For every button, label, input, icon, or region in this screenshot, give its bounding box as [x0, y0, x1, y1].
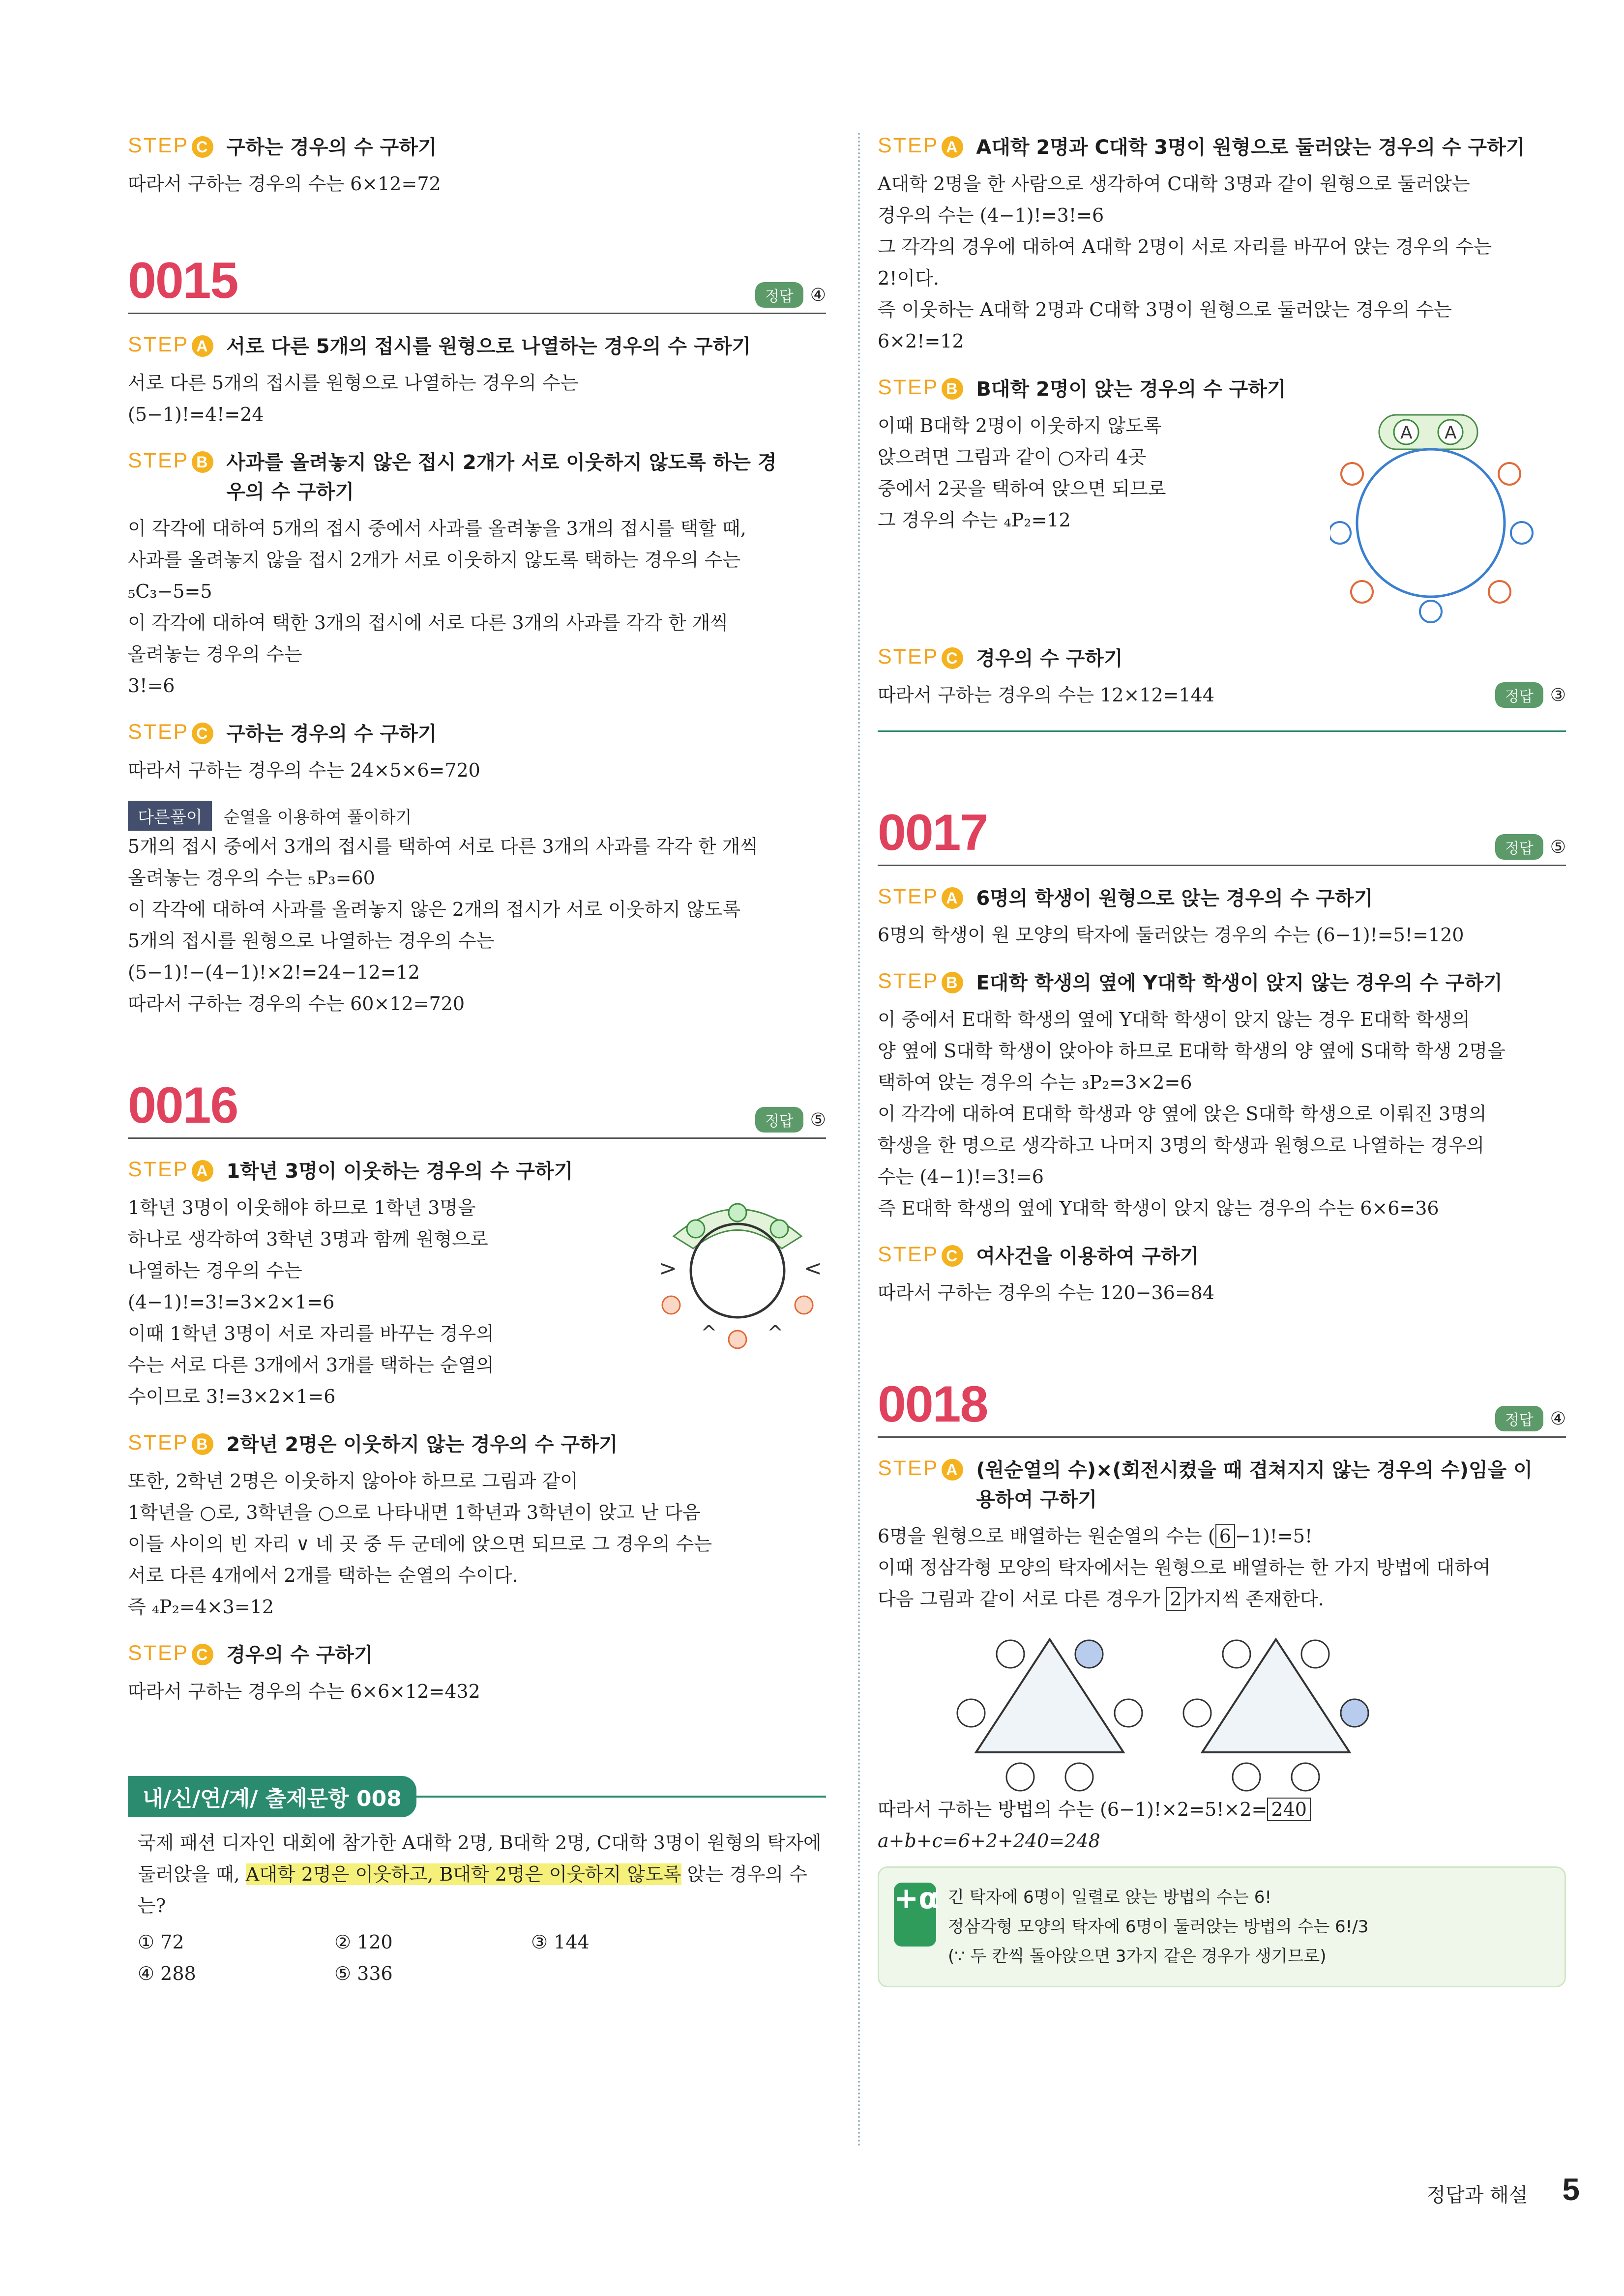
- step-b: STEP B E대학 학생의 옆에 Y대학 학생이 앉지 않는 경우의 수 구하기: [878, 968, 1566, 998]
- step-a-body: [128, 1192, 826, 1412]
- answer: 정답 ③: [1495, 679, 1566, 711]
- step-title: E대학 학생의 옆에 Y대학 학생이 앉지 않는 경우의 수 구하기: [976, 972, 1503, 994]
- text-line: (5−1)!=4!=24: [128, 404, 264, 425]
- tip-box: [878, 1866, 1566, 1987]
- problem-number: 0015: [128, 252, 238, 309]
- text-line: 이 각각에 대하여 사과를 올려놓지 않은 2개의 접시가 서로 이웃하지 않도록: [128, 899, 741, 920]
- step-c-0014: [128, 133, 826, 162]
- step-label: STEP C: [128, 133, 213, 158]
- step-title: 경우의 수 구하기: [226, 1644, 373, 1666]
- text-line: 올려놓는 경우의 수는 ₅P₃=60: [128, 867, 375, 889]
- step-a: STEP A (원순열의 수)×(회전시켰을 때 겹쳐지지 않는 경우의 수)임을 이용하여 구하기: [878, 1455, 1566, 1514]
- svg-text:^: ^: [701, 1322, 717, 1344]
- label-a1: A: [1400, 423, 1413, 443]
- text-line: 3!=6: [128, 675, 175, 697]
- text-line: 그 경우의 수는 ₄P₂=12: [878, 509, 1071, 531]
- related-problem-bar: [128, 1776, 826, 1817]
- answer: 정답 ⑤: [1495, 834, 1566, 860]
- text-line: 수는 (4−1)!=3!=6: [878, 1166, 1044, 1188]
- choice-3[interactable]: ③ 144: [531, 1931, 590, 1953]
- step-title: A대학 2명과 C대학 3명이 원형으로 둘러앉는 경우의 수 구하기: [976, 136, 1525, 159]
- text-line: 6명의 학생이 원 모양의 탁자에 둘러앉는 경우의 수는 (6−1)!=5!=120: [878, 924, 1464, 946]
- step-c: STEP C 구하는 경우의 수 구하기: [128, 719, 826, 749]
- text-line: 경우의 수는 (4−1)!=3!=6: [878, 204, 1104, 226]
- related-problem-title: 내/신/연/계/ 출제문항 008: [128, 1776, 416, 1817]
- step-c-body: [878, 679, 1566, 711]
- related-problem-question: 국제 패션 디자인 대회에 참가한 A대학 2명, B대학 2명, C대학 3명이 원형의 탁자에 둘러앉을 때, A대학 2명은 이웃하고, B대학 2명은 이웃하지 않도록 앉는 경우의 수는?: [138, 1832, 822, 1917]
- text-line: 서로 다른 5개의 접시를 원형으로 나열하는 경우의 수는: [128, 372, 579, 394]
- text-line: 이 각각에 대하여 택한 3개의 접시에 서로 다른 3개의 사과를 각각 한 개씩: [128, 612, 729, 634]
- step-a: STEP A 서로 다른 5개의 접시를 원형으로 나열하는 경우의 수 구하기: [128, 332, 826, 361]
- text-line: (5−1)!−(4−1)!×2!=24−12=12: [128, 961, 420, 983]
- text-line: 즉 E대학 학생의 옆에 Y대학 학생이 앉지 않는 경우의 수는 6×6=36: [878, 1197, 1439, 1219]
- step-a: STEP A 1학년 3명이 이웃하는 경우의 수 구하기: [128, 1157, 826, 1186]
- text-line: 수는 서로 다른 3개에서 3개를 택하는 순열의: [128, 1354, 494, 1376]
- text-line: 이때 1학년 3명이 서로 자리를 바꾸는 경우의: [128, 1323, 494, 1344]
- text-line: 수이므로 3!=3×2×1=6: [128, 1386, 336, 1407]
- text-line: ₅C₃−5=5: [128, 581, 212, 602]
- text-line: 따라서 구하는 방법의 수는 (6−1)!×2=5!×2= 240: [878, 1794, 1566, 1825]
- footer-title: 정답과 해설: [1426, 2184, 1528, 2207]
- choice-1[interactable]: ① 72: [138, 1931, 184, 1953]
- step-b: STEP B 사과를 올려놓지 않은 접시 2개가 서로 이웃하지 않도록 하는 경우의 수 구하기: [128, 448, 826, 507]
- text-line: A대학 2명을 한 사람으로 생각하여 C대학 3명과 같이 원형으로 둘러앉는: [878, 173, 1470, 195]
- problem-header-0015: [128, 254, 826, 314]
- text-line: (4−1)!=3!=3×2×1=6: [128, 1291, 335, 1313]
- left-column: [128, 133, 826, 1989]
- text-line: 1학년 3명이 이웃해야 하므로 1학년 3명을: [128, 1197, 476, 1219]
- alt-solution-tag: 다른풀이: [128, 801, 212, 831]
- text-line: 6명을 원형으로 배열하는 원순열의 수는 ( 6 −1)!=5!: [878, 1525, 1313, 1547]
- triangle-tables-diagram: [956, 1625, 1448, 1792]
- text-line: 택하여 앉는 경우의 수는 ₃P₂=3×2=6: [878, 1072, 1192, 1093]
- svg-text:>: >: [659, 1256, 677, 1281]
- tip-line: 정삼각형 모양의 탁자에 6명이 둘러앉는 방법의 수는 6!/3: [948, 1917, 1369, 1937]
- text-line: 6×2!=12: [878, 330, 964, 352]
- step-a: STEP A 6명의 학생이 원형으로 앉는 경우의 수 구하기: [878, 884, 1566, 913]
- choice-2[interactable]: ② 120: [334, 1931, 393, 1953]
- step-title: 1학년 3명이 이웃하는 경우의 수 구하기: [226, 1160, 573, 1183]
- text-line: 학생을 한 명으로 생각하고 나머지 3명의 학생과 원형으로 나열하는 경우의: [878, 1134, 1485, 1156]
- text-line: 따라서 구하는 경우의 수는 120−36=84: [878, 1282, 1215, 1304]
- alt-solution-title: 순열을 이용하여 풀이하기: [223, 808, 412, 827]
- text-line: 중에서 2곳을 택하여 앉으면 되므로: [878, 478, 1166, 499]
- step-title: 구하는 경우의 수 구하기: [226, 723, 437, 745]
- text-line: 따라서 구하는 경우의 수는 60×12=720: [128, 993, 465, 1015]
- tip-line: (∵ 두 칸씩 돌아앉으면 3가지 같은 경우가 생기므로): [948, 1947, 1327, 1966]
- text-line: a+b+c=6+2+240=248: [878, 1830, 1100, 1852]
- problem-header-0018: [878, 1377, 1566, 1438]
- problem-number: 0018: [878, 1376, 988, 1433]
- plus-alpha-icon: +α: [894, 1883, 936, 1947]
- text-line: 이 각각에 대하여 E대학 학생과 양 옆에 앉은 S대학 학생으로 이뤄진 3명의: [878, 1103, 1487, 1125]
- text-line: 올려놓는 경우의 수는: [128, 643, 302, 665]
- text-line: 이때 B대학 2명이 이웃하지 않도록: [878, 415, 1162, 436]
- text-line: 앉으려면 그림과 같이 ○자리 4곳: [878, 446, 1147, 468]
- text-line: 사과를 올려놓지 않을 접시 2개가 서로 이웃하지 않도록 택하는 경우의 수는: [128, 549, 741, 571]
- blank-box: 6: [1215, 1524, 1235, 1548]
- step-b: STEP B B대학 2명이 앉는 경우의 수 구하기: [878, 375, 1566, 404]
- step-b-body: [878, 410, 1566, 626]
- problem-number: 0017: [878, 804, 988, 861]
- answer: 정답 ⑤: [755, 1107, 826, 1133]
- text-line: 하나로 생각하여 3학년 3명과 함께 원형으로: [128, 1228, 488, 1250]
- step-title: 경우의 수 구하기: [976, 647, 1123, 670]
- section-separator: [878, 730, 1566, 732]
- text-line: 이들 사이의 빈 자리 ∨ 네 곳 중 두 군데에 앉으면 되므로 그 경우의 수는: [128, 1533, 712, 1555]
- step-title: 6명의 학생이 원형으로 앉는 경우의 수 구하기: [976, 887, 1373, 910]
- text-line: 즉 ₄P₂=4×3=12: [128, 1596, 274, 1618]
- right-column: [878, 133, 1566, 1987]
- highlighted-condition: A대학 2명은 이웃하고, B대학 2명은 이웃하지 않도록: [245, 1863, 681, 1885]
- tip-line: 긴 탁자에 6명이 일렬로 앉는 방법의 수는 6!: [948, 1888, 1272, 1907]
- text-line: 5개의 접시를 원형으로 나열하는 경우의 수는: [128, 930, 495, 952]
- text-line: 2!이다.: [878, 267, 939, 289]
- answer: 정답 ④: [1495, 1406, 1566, 1431]
- text-line: 양 옆에 S대학 학생이 앉아야 하므로 E대학 학생의 양 옆에 S대학 학생 2명을: [878, 1040, 1506, 1062]
- text-line: 이때 정삼각형 모양의 탁자에서는 원형으로 배열하는 한 가지 방법에 대하여: [878, 1557, 1491, 1578]
- step-c: STEP C 경우의 수 구하기: [128, 1640, 826, 1670]
- answer: 정답 ④: [755, 282, 826, 308]
- text-line: 이 각각에 대하여 5개의 접시 중에서 사과를 올려놓을 3개의 접시를 택할 때,: [128, 518, 746, 539]
- blank-box: 2: [1166, 1587, 1185, 1611]
- label-a2: A: [1445, 423, 1457, 443]
- choice-4[interactable]: ④ 288: [138, 1963, 196, 1984]
- step-title: 여사건을 이용하여 구하기: [976, 1245, 1199, 1268]
- step-title: 사과를 올려놓지 않은 접시 2개가 서로 이웃하지 않도록 하는 경우의 수 구하기: [226, 451, 777, 503]
- step-title: (원순열의 수)×(회전시켰을 때 겹쳐지지 않는 경우의 수)임을 이용하여 구하기: [976, 1459, 1533, 1511]
- problem-number: 0016: [128, 1077, 238, 1134]
- text-line: 서로 다른 4개에서 2개를 택하는 순열의 수이다.: [128, 1565, 518, 1586]
- seating-diagram: [1330, 410, 1536, 626]
- column-divider: [858, 133, 860, 2148]
- text-line: 1학년을 ○로, 3학년을 ○으로 나타내면 1학년과 3학년이 앉고 난 다음: [128, 1502, 701, 1523]
- step-c: STEP C 경우의 수 구하기: [878, 644, 1566, 673]
- answer-choices: [128, 1926, 826, 1989]
- text-line: 나열하는 경우의 수는: [128, 1260, 302, 1281]
- text-line: 따라서 구하는 경우의 수는 12×12=144: [878, 684, 1215, 706]
- step-text: 따라서 구하는 경우의 수는 6×12=72: [128, 173, 441, 195]
- text-line: 5개의 접시 중에서 3개의 접시를 택하여 서로 다른 3개의 사과를 각각 한 개씩: [128, 836, 759, 857]
- text-line: 다음 그림과 같이 서로 다른 경우가 2 가지씩 존재한다.: [878, 1588, 1324, 1610]
- step-title: 구하는 경우의 수 구하기: [226, 136, 437, 159]
- step-title: 2학년 2명은 이웃하지 않는 경우의 수 구하기: [226, 1433, 618, 1456]
- text-line: 따라서 구하는 경우의 수는 6×6×12=432: [128, 1681, 480, 1702]
- problem-header-0016: [128, 1078, 826, 1139]
- svg-text:^: ^: [767, 1322, 784, 1344]
- step-title: B대학 2명이 앉는 경우의 수 구하기: [976, 378, 1286, 401]
- svg-text:<: <: [804, 1256, 822, 1281]
- step-b: STEP B 2학년 2명은 이웃하지 않는 경우의 수 구하기: [128, 1430, 826, 1459]
- text-line: 따라서 구하는 경우의 수는 24×5×6=720: [128, 759, 480, 781]
- step-a: STEP A A대학 2명과 C대학 3명이 원형으로 둘러앉는 경우의 수 구하기: [878, 133, 1566, 162]
- choice-5[interactable]: ⑤ 336: [334, 1963, 393, 1984]
- page-footer: [1426, 2171, 1580, 2208]
- page-number: 5: [1562, 2172, 1580, 2207]
- text-line: 이 중에서 E대학 학생의 옆에 Y대학 학생이 앉지 않는 경우 E대학 학생의: [878, 1009, 1470, 1030]
- text-line: 즉 이웃하는 A대학 2명과 C대학 3명이 원형으로 둘러앉는 경우의 수는: [878, 299, 1452, 320]
- blank-box: 240: [1267, 1798, 1311, 1821]
- problem-header-0017: [878, 806, 1566, 866]
- step-title: 서로 다른 5개의 접시를 원형으로 나열하는 경우의 수 구하기: [226, 335, 751, 358]
- text-line: 또한, 2학년 2명은 이웃하지 않아야 하므로 그림과 같이: [128, 1470, 578, 1492]
- alt-solution-header: [128, 786, 826, 831]
- step-c: STEP C 여사건을 이용하여 구하기: [878, 1242, 1566, 1271]
- round-table-diagram: [649, 1192, 826, 1354]
- text-line: 그 각각의 경우에 대하여 A대학 2명이 서로 자리를 바꾸어 앉는 경우의 수는: [878, 236, 1492, 258]
